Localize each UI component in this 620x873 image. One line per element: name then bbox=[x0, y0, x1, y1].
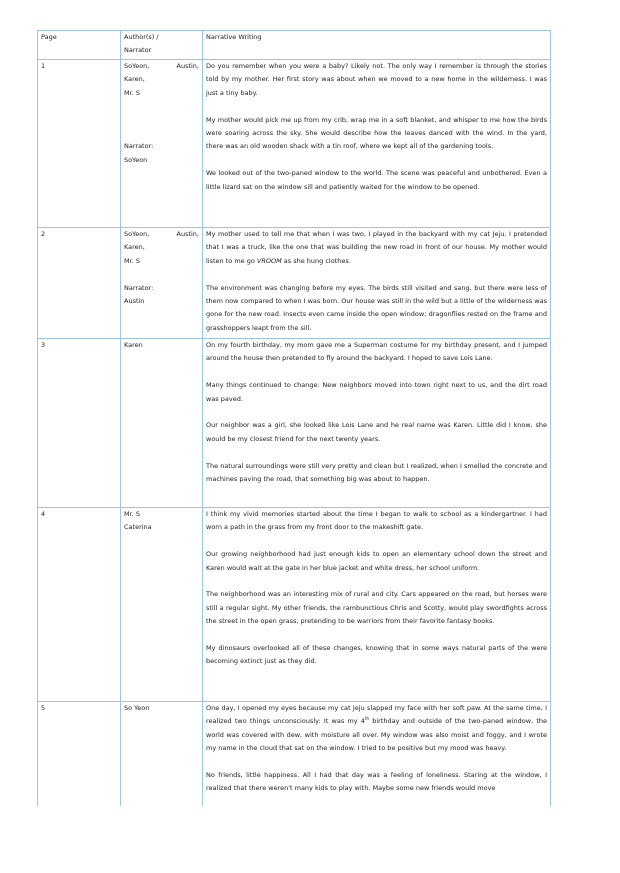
writing-cell bbox=[203, 228, 551, 339]
page-number: 5 bbox=[38, 702, 121, 807]
table-header-row bbox=[38, 31, 551, 60]
page-number: 4 bbox=[38, 508, 121, 702]
authors-cell: SoYeon, Austin, Karen, Mr. S Narrator: SoYeon bbox=[121, 60, 203, 228]
narrator-name: Austin bbox=[124, 297, 145, 306]
authors-cell: Mr. S Caterina bbox=[121, 508, 203, 702]
paragraph: We looked out of the two-paned window to the world. The scene was peaceful and unbothered. Even a little lizard sat on the window sill and patiently waited for the window to be opened. bbox=[206, 169, 547, 191]
paragraph: One day, I opened my eyes because my cat Jeju slapped my face with her soft paw. At the same time, I realized two things unconsciously: It was my 4th birthday and outside of the two-paned window, the world was covered with dew, with moisture all over. My window was also moist and foggy, and I wrote my name in the cloud that sat on the window. I tried to be positive but my mood was heavy. bbox=[206, 704, 547, 753]
authors-cell: So Yeon bbox=[121, 702, 203, 807]
header-authors: Author(s) / Narrator bbox=[121, 31, 203, 60]
narrator-label: Narrator: bbox=[124, 283, 154, 292]
page-number: 2 bbox=[38, 228, 121, 339]
paragraph: No friends, little happiness. All I had that day was a feeling of loneliness. Staring at the window, I realized that there weren't many kids to play with. Maybe some new friends would move bbox=[206, 771, 547, 793]
narrative-table bbox=[37, 30, 551, 806]
writing-cell bbox=[203, 60, 551, 228]
table-row bbox=[38, 228, 551, 339]
table-row bbox=[38, 60, 551, 228]
paragraph: My mother would pick me up from my crib, wrap me in a soft blanket, and whisper to me how the birds were soaring across the sky. She would describe how the leaves danced with the wind. In the yard, there was an old wooden shack with a tin roof, where we kept all of the gardening tools. bbox=[206, 115, 547, 151]
header-page: Page bbox=[38, 31, 121, 60]
page-number: 3 bbox=[38, 339, 121, 508]
paragraph: On my fourth birthday, my mom gave me a Superman costume for my birthday present, and I jumped around the house then pretended to fly around the backyard. I hoped to save Lois Lane. bbox=[206, 341, 547, 363]
paragraph: Our neighbor was a girl, she looked like Lois Lane and he real name was Karen. Little did I know, she would be my closest friend for the next twenty years. bbox=[206, 421, 547, 443]
writing-cell bbox=[203, 339, 551, 508]
authors-cell: Karen bbox=[121, 339, 203, 508]
document-page bbox=[37, 30, 550, 806]
writing-cell bbox=[203, 508, 551, 702]
table-row bbox=[38, 508, 551, 702]
table-row bbox=[38, 339, 551, 508]
header-writing: Narrative Writing bbox=[203, 31, 551, 60]
table-row bbox=[38, 702, 551, 807]
paragraph: My dinosaurs overlooked all of these changes, knowing that in some ways natural parts of the were becoming extinct just as they did. bbox=[206, 644, 547, 666]
paragraph: Do you remember when you were a baby? Likely not. The only way I remember is through the stories told by my mother. Her first story was about when we moved to a new home in the wilderness. I was just a tiny baby. bbox=[206, 62, 547, 97]
page-number: 1 bbox=[38, 60, 121, 228]
narrator-label: Narrator: bbox=[124, 142, 154, 151]
paragraph: My mother used to tell me that when I was two, I played in the backyard with my cat Jeju. I pretended that I was a truck, like the one that was building the new road in front of our house. My mother would listen to me go VROOM as she hung clothes. bbox=[206, 230, 547, 265]
paragraph: The environment was changing before my eyes. The birds still visited and sang, but there were less of them now compared to when I was born. Our house was still in the wild but a little of the wilderness was gone for the new road. Insects even came inside the open window; dragonflies rested on the frame and grasshoppers leapt from the sill. bbox=[206, 283, 547, 332]
paragraph: Our growing neighborhood had just enough kids to open an elementary school down the street and Karen would wait at the gate in her blue jacket and white dress, her school uniform. bbox=[206, 550, 547, 572]
paragraph: Many things continued to change: New neighbors moved into town right next to us, and the dirt road was paved. bbox=[206, 381, 547, 403]
writing-cell bbox=[203, 702, 551, 807]
paragraph: I think my vivid memories started about the time I began to walk to school as a kindergartner. I had worn a path in the grass from my front door to the makeshift gate. bbox=[206, 510, 547, 532]
narrator-name: SoYeon bbox=[124, 155, 148, 164]
authors-cell: SoYeon, Austin, Karen, Mr. S Narrator: Austin bbox=[121, 228, 203, 339]
paragraph: The natural surroundings were still very pretty and clean but I realized, when I smelled the concrete and machines paving the road, that something big was about to happen. bbox=[206, 461, 547, 484]
paragraph: The neighborhood was an interesting mix of rural and city. Cars appeared on the road, but horses were still a regular sight. My other friends, the rambunctious Chris and Scotty, would play swordfights across the street in the open grass, pretending to be warriors from their favorite fantasy books. bbox=[206, 590, 547, 626]
